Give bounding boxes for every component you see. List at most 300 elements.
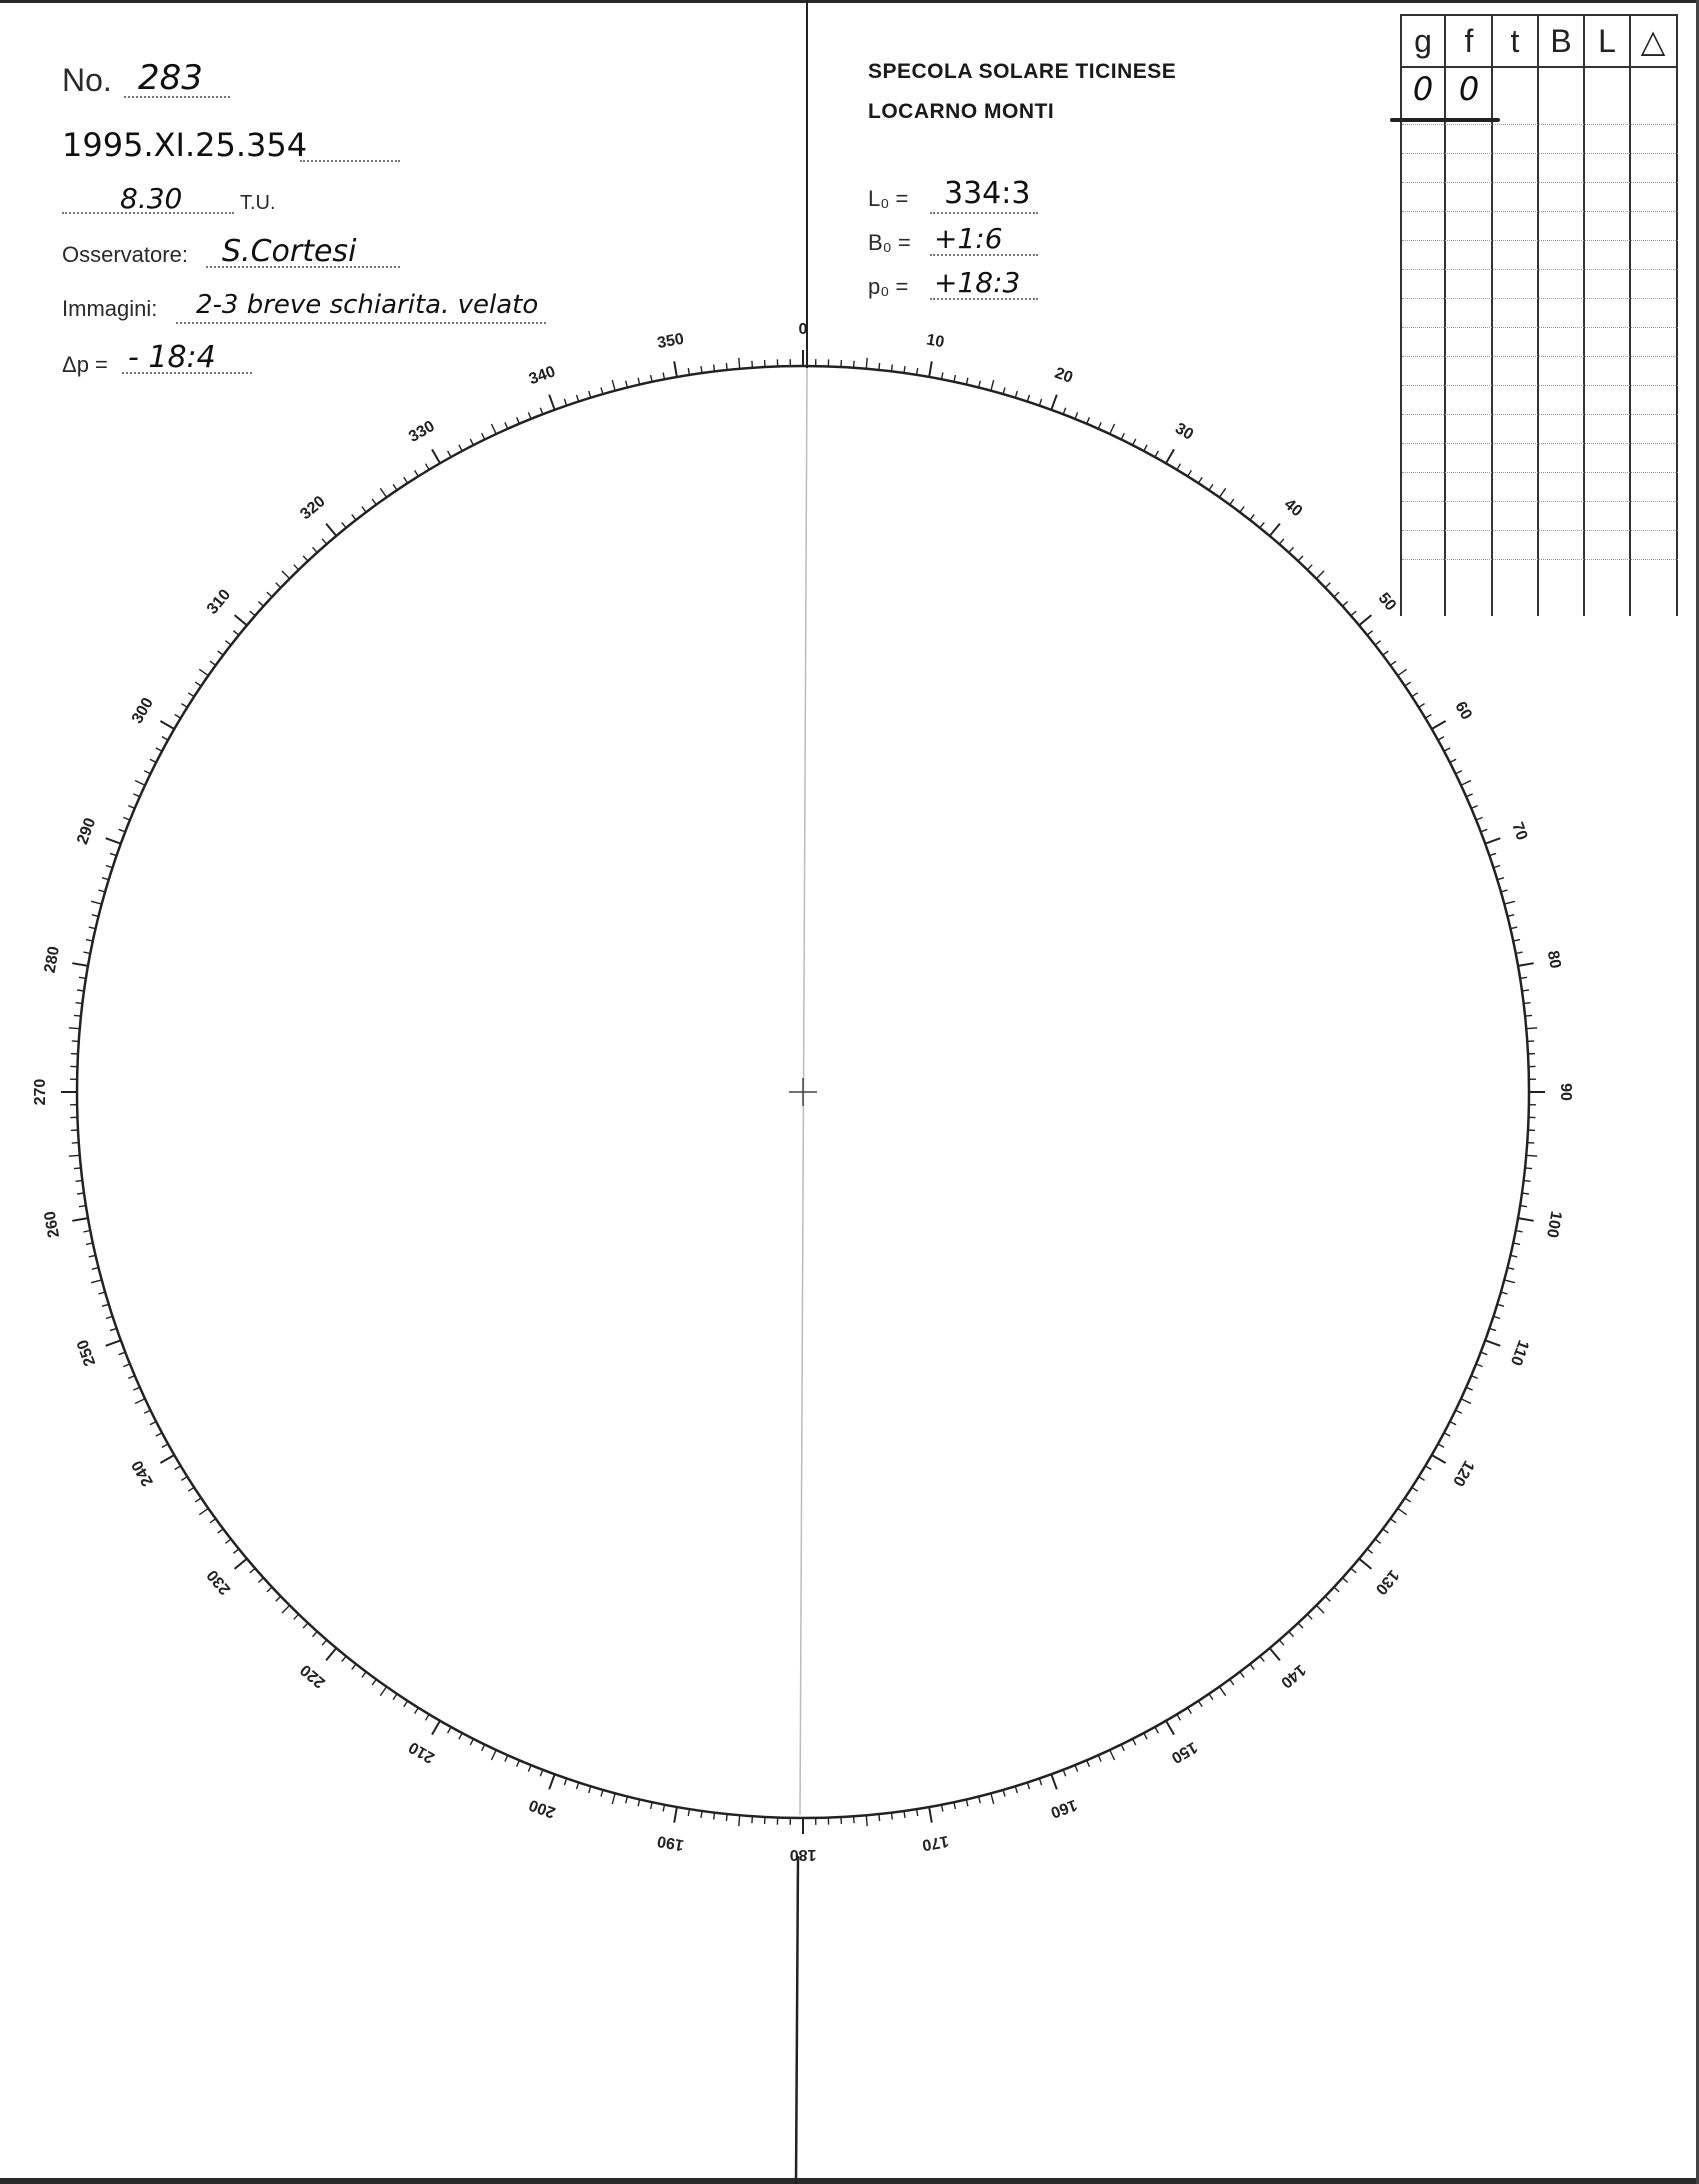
degree-tick: [1121, 433, 1124, 439]
degree-tick: [991, 1793, 994, 1804]
degree-label-280: 280: [41, 945, 64, 975]
degree-tick: [1087, 417, 1090, 423]
degree-tick: [188, 1487, 194, 1491]
degree-tick: [175, 1466, 181, 1470]
degree-tick: [549, 395, 555, 410]
degree-tick: [892, 1813, 893, 1820]
degree-tick: [1075, 1765, 1078, 1772]
degree-tick: [133, 794, 139, 797]
degree-tick: [69, 1028, 80, 1029]
degree-tick: [904, 1811, 905, 1818]
ephemeris-b0-label: B₀ =: [868, 230, 911, 255]
table-cell-g: 0: [1412, 70, 1434, 108]
degree-tick: [1240, 507, 1244, 513]
degree-tick: [1051, 1774, 1057, 1789]
degree-tick: [1412, 693, 1418, 697]
degree-tick: [470, 439, 473, 445]
degree-tick: [879, 363, 880, 370]
degree-tick: [459, 445, 462, 451]
degree-tick: [1438, 1444, 1444, 1447]
degree-tick: [77, 1193, 84, 1194]
degree-tick: [1481, 1352, 1488, 1355]
degree-tick: [854, 1816, 855, 1823]
degree-tick: [326, 1648, 336, 1660]
degree-tick: [123, 817, 129, 820]
degree-tick: [1501, 1292, 1508, 1294]
degree-tick: [866, 1815, 867, 1826]
degree-tick: [674, 1807, 677, 1823]
degree-tick: [1144, 445, 1147, 451]
degree-tick: [1110, 424, 1115, 434]
degree-tick: [303, 556, 308, 561]
degree-tick: [1390, 1519, 1396, 1523]
degree-label-310: 310: [203, 586, 235, 618]
degree-label-300: 300: [128, 695, 157, 727]
degree-label-150: 150: [1168, 1738, 1200, 1767]
degree-tick: [195, 1498, 201, 1502]
degree-tick: [1507, 915, 1514, 917]
degree-tick: [267, 592, 272, 597]
degree-tick: [1098, 1755, 1101, 1761]
degree-tick: [1133, 439, 1136, 445]
degree-tick: [1351, 611, 1356, 616]
degree-tick: [119, 829, 126, 832]
degree-tick: [1307, 1614, 1312, 1619]
degree-tick: [128, 806, 134, 809]
table-header-g: g: [1414, 23, 1432, 59]
degree-tick: [322, 1640, 327, 1645]
degree-tick: [1027, 395, 1029, 402]
table-header-l: L: [1598, 23, 1616, 59]
degree-tick: [1015, 391, 1017, 398]
degree-tick: [72, 1218, 88, 1221]
degree-tick: [1260, 1656, 1264, 1661]
ephemeris-l0-value: 334:3: [944, 176, 1031, 211]
degree-tick: [739, 1815, 740, 1826]
degree-tick: [77, 990, 84, 991]
degree-tick: [1250, 1664, 1254, 1670]
degree-tick: [1481, 829, 1488, 832]
institution-location: LOCARNO MONTI: [868, 100, 1055, 123]
degree-tick: [1209, 1694, 1213, 1700]
degree-tick: [752, 361, 753, 368]
degree-tick: [1456, 1410, 1462, 1413]
degree-tick: [352, 1664, 356, 1670]
degree-tick: [1343, 602, 1348, 607]
degree-tick: [218, 1529, 224, 1533]
degree-tick: [492, 1750, 497, 1760]
degree-tick: [1444, 748, 1450, 751]
degree-tick: [638, 1799, 640, 1806]
time-suffix: T.U.: [240, 192, 276, 214]
degree-tick: [432, 1721, 440, 1735]
degree-tick: [1166, 1721, 1174, 1735]
degree-tick: [313, 1632, 318, 1637]
degree-tick: [1144, 1733, 1147, 1739]
degree-tick: [282, 571, 290, 579]
degree-tick: [505, 1755, 508, 1761]
degree-tick: [1476, 1364, 1483, 1367]
degree-tick: [1504, 901, 1515, 904]
observer-label: Osservatore:: [62, 242, 188, 267]
degree-tick: [663, 373, 664, 380]
degree-tick: [110, 1328, 117, 1330]
degree-tick: [601, 387, 603, 394]
degree-tick: [225, 641, 231, 645]
degree-tick: [76, 1003, 83, 1004]
degree-tick: [235, 1559, 247, 1569]
degree-tick: [1325, 1596, 1330, 1601]
degree-tick: [528, 1765, 531, 1772]
degree-tick: [482, 1745, 485, 1751]
degree-tick: [714, 365, 715, 372]
degree-tick: [91, 901, 102, 904]
degree-tick: [1450, 759, 1456, 762]
degree-tick: [89, 1255, 96, 1257]
degree-label-140: 140: [1277, 1660, 1309, 1692]
center-cross: [789, 1078, 817, 1106]
degree-tick: [1316, 571, 1324, 579]
degree-tick: [1359, 1559, 1371, 1569]
degree-tick: [1133, 1739, 1136, 1745]
degree-label-190: 190: [656, 1831, 686, 1854]
degree-tick: [1524, 1003, 1531, 1004]
degree-tick: [1063, 408, 1066, 415]
degree-tick: [313, 547, 318, 552]
degree-tick: [1444, 1433, 1450, 1436]
degree-tick: [303, 1623, 308, 1628]
degree-label-80: 80: [1543, 949, 1564, 970]
degree-tick: [904, 366, 905, 373]
degree-label-110: 110: [1506, 1337, 1532, 1368]
degree-tick: [250, 611, 255, 616]
degree-tick: [1155, 451, 1158, 457]
degree-tick: [1375, 1539, 1381, 1543]
degree-tick: [492, 424, 497, 434]
degree-tick: [942, 373, 943, 380]
degree-tick: [98, 1292, 105, 1294]
degree-tick: [393, 1694, 397, 1700]
degree-tick: [979, 381, 981, 388]
degree-tick: [322, 539, 327, 544]
degree-tick: [380, 1687, 386, 1696]
degree-tick: [1405, 682, 1411, 686]
no-label: No.: [62, 62, 112, 98]
degree-tick: [1075, 412, 1078, 419]
table-header-delta: △: [1640, 23, 1666, 59]
degree-tick: [380, 488, 386, 497]
degree-tick: [106, 866, 113, 868]
degree-label-10: 10: [925, 331, 946, 352]
degree-tick: [1230, 499, 1234, 505]
degree-tick: [128, 1376, 134, 1379]
degree-tick: [470, 1739, 473, 1745]
degree-tick: [1398, 1508, 1407, 1514]
degree-tick: [102, 878, 109, 880]
degree-tick: [1325, 583, 1330, 588]
degree-tick: [726, 363, 727, 370]
delta-p-label: Δp =: [62, 352, 108, 377]
degree-tick: [352, 514, 356, 520]
degree-label-60: 60: [1451, 698, 1475, 723]
degree-tick: [674, 361, 677, 377]
table-header-t: t: [1510, 23, 1520, 59]
ephemeris-l0-label: L₀ =: [868, 186, 909, 211]
degree-label-180: 180: [789, 1845, 817, 1863]
degree-tick: [110, 853, 117, 855]
ephemeris-p0-value: +18:3: [934, 266, 1021, 299]
degree-tick: [1307, 565, 1312, 570]
degree-tick: [929, 1807, 932, 1823]
degree-tick: [1383, 1529, 1389, 1533]
images-label: Immagini:: [62, 296, 158, 321]
degree-tick: [528, 412, 531, 419]
degree-tick: [1098, 422, 1101, 428]
degree-tick: [1456, 771, 1462, 774]
degree-label-270: 270: [32, 1078, 50, 1106]
degree-tick: [701, 1811, 702, 1818]
degree-label-0: 0: [798, 321, 808, 339]
degree-tick: [589, 1786, 591, 1793]
degree-tick: [1177, 464, 1181, 470]
degree-tick: [577, 1783, 579, 1790]
degree-tick: [1279, 1640, 1284, 1645]
degree-tick: [1450, 1422, 1456, 1425]
degree-tick: [866, 358, 867, 369]
degree-tick: [150, 1422, 156, 1425]
degree-tick: [714, 1813, 715, 1820]
degree-tick: [1003, 1790, 1005, 1797]
degree-tick: [92, 1268, 99, 1270]
degree-tick: [1518, 963, 1534, 966]
degree-tick: [1438, 737, 1444, 740]
degree-tick: [1230, 1679, 1234, 1685]
degree-tick: [1510, 927, 1517, 929]
degree-tick: [991, 380, 994, 391]
degree-label-220: 220: [297, 1660, 329, 1692]
degree-tick: [1504, 1280, 1515, 1283]
degree-tick: [1516, 1231, 1523, 1232]
degree-tick: [966, 378, 968, 385]
delta-p-value: - 18:4: [128, 340, 216, 375]
degree-tick: [1405, 1498, 1411, 1502]
degree-tick: [942, 1805, 943, 1812]
degree-tick: [626, 1796, 628, 1803]
degree-tick: [505, 422, 508, 428]
degree-tick: [195, 682, 201, 686]
degree-tick: [1466, 1387, 1472, 1390]
degree-tick: [540, 408, 543, 415]
degree-tick: [342, 1656, 346, 1661]
degree-tick: [739, 358, 740, 369]
degree-tick: [342, 522, 346, 527]
bottom-divider-line: [796, 1856, 798, 2184]
degree-tick: [156, 748, 162, 751]
degree-tick: [144, 771, 150, 774]
degree-tick: [589, 391, 591, 398]
degree-tick: [1334, 592, 1339, 597]
degree-tick: [233, 1549, 238, 1553]
degree-tick: [258, 602, 263, 607]
degree-tick: [1279, 539, 1284, 544]
degree-tick: [235, 615, 247, 625]
degree-tick: [612, 1793, 615, 1804]
table-header-f: f: [1464, 23, 1474, 59]
degree-tick: [98, 890, 105, 892]
degree-label-290: 290: [74, 815, 100, 847]
degree-tick: [91, 1280, 102, 1283]
degree-tick: [1121, 1745, 1124, 1751]
degree-tick: [162, 737, 168, 740]
degree-tick: [1209, 484, 1213, 490]
degree-tick: [160, 721, 174, 729]
degree-tick: [549, 1774, 555, 1789]
time-value: 8.30: [120, 182, 183, 215]
degree-tick: [106, 838, 121, 844]
observer-value: S.Cortesi: [222, 234, 357, 269]
degree-tick: [1343, 1578, 1348, 1583]
degree-label-100: 100: [1542, 1209, 1565, 1239]
degree-tick: [294, 565, 299, 570]
degree-tick: [1425, 715, 1431, 719]
degree-tick: [1525, 1015, 1532, 1016]
degree-tick: [1198, 1701, 1202, 1707]
degree-tick: [1015, 1786, 1017, 1793]
degree-label-50: 50: [1374, 589, 1400, 615]
degree-tick: [1240, 1672, 1244, 1678]
degree-tick: [517, 417, 520, 423]
ephemeris-b0-value: +1:6: [934, 222, 1003, 255]
degree-tick: [1351, 1568, 1356, 1573]
degree-tick: [1489, 853, 1496, 855]
degree-label-240: 240: [128, 1457, 157, 1489]
degree-tick: [276, 1596, 281, 1601]
institution-name: SPECOLA SOLARE TICINESE: [868, 60, 1177, 83]
degree-label-230: 230: [203, 1566, 235, 1598]
degree-tick: [1494, 866, 1501, 868]
degree-label-210: 210: [406, 1738, 438, 1767]
degree-tick: [225, 1539, 231, 1543]
degree-tick: [1524, 1181, 1531, 1182]
degree-tick: [123, 1364, 129, 1367]
table-header-b: B: [1550, 23, 1572, 59]
degree-tick: [1298, 1623, 1303, 1628]
degree-tick: [72, 1143, 79, 1144]
degree-tick: [133, 1387, 139, 1390]
degree-tick: [404, 1701, 408, 1707]
degree-tick: [1527, 1143, 1534, 1144]
degree-tick: [1412, 1487, 1418, 1491]
degree-tick: [404, 477, 408, 483]
degree-tick: [72, 963, 88, 966]
degree-tick: [1390, 661, 1396, 665]
degree-tick: [726, 1814, 727, 1821]
degree-label-120: 120: [1449, 1457, 1478, 1489]
degree-tick: [1334, 1587, 1339, 1592]
degree-tick: [1461, 781, 1471, 786]
degree-tick: [106, 1316, 113, 1318]
degree-tick: [1188, 470, 1192, 476]
degree-tick: [362, 1672, 366, 1678]
degree-tick: [426, 464, 430, 470]
degree-tick: [1316, 1605, 1324, 1613]
degree-tick: [92, 915, 99, 917]
degree-label-130: 130: [1371, 1566, 1403, 1598]
degree-tick: [1051, 395, 1057, 410]
degree-tick: [1188, 1708, 1192, 1714]
degree-tick: [276, 583, 281, 588]
degree-tick: [1177, 1714, 1181, 1720]
degree-tick: [1489, 1328, 1496, 1330]
degree-tick: [1522, 990, 1529, 991]
degree-tick: [1398, 669, 1407, 675]
degree-tick: [199, 1508, 208, 1514]
degree-tick: [1432, 721, 1446, 729]
degree-tick: [1367, 631, 1372, 635]
degree-tick: [135, 1399, 145, 1404]
degree-tick: [1027, 1783, 1029, 1790]
degree-tick: [1471, 1376, 1477, 1379]
degree-tick: [1260, 522, 1264, 527]
degree-tick: [294, 1614, 299, 1619]
degree-tick: [1525, 1168, 1532, 1169]
degree-label-30: 30: [1172, 420, 1197, 444]
degree-tick: [1250, 514, 1254, 520]
degree-label-40: 40: [1280, 495, 1306, 521]
degree-tick: [1485, 1340, 1500, 1346]
degree-tick: [1298, 556, 1303, 561]
degree-tick: [1375, 641, 1381, 645]
degree-tick: [84, 952, 91, 953]
degree-tick: [181, 704, 187, 708]
images-value: 2-3 breve schiarita. velato: [196, 290, 539, 320]
degree-tick: [1419, 704, 1425, 708]
degree-tick: [1003, 387, 1005, 394]
degree-tick: [577, 395, 579, 402]
degree-tick: [1432, 1455, 1446, 1463]
degree-tick: [448, 1727, 451, 1733]
degree-tick: [701, 366, 702, 373]
degree-tick: [150, 759, 156, 762]
degree-tick: [1039, 399, 1041, 406]
degree-label-90: 90: [1556, 1083, 1574, 1101]
degree-tick: [1501, 890, 1508, 892]
degree-tick: [1471, 806, 1477, 809]
degree-tick: [144, 1410, 150, 1413]
degree-label-200: 200: [526, 1795, 558, 1821]
table-cell-f: 0: [1458, 70, 1480, 108]
degree-tick: [1476, 817, 1483, 820]
degree-tick: [218, 651, 224, 655]
degree-tick: [162, 1444, 168, 1447]
degree-label-170: 170: [920, 1831, 950, 1854]
degree-tick: [1198, 477, 1202, 483]
degree-tick: [1039, 1778, 1041, 1785]
degree-tick: [1270, 1648, 1280, 1660]
degree-tick: [432, 449, 440, 463]
degree-tick: [102, 1304, 109, 1306]
degree-tick: [459, 1733, 462, 1739]
degree-tick: [448, 451, 451, 457]
degree-tick: [84, 1231, 91, 1232]
degree-label-20: 20: [1052, 364, 1075, 387]
degree-label-250: 250: [74, 1337, 100, 1369]
ephemeris-p0-label: p₀ =: [868, 274, 909, 299]
degree-tick: [326, 524, 336, 536]
degree-tick: [1461, 1399, 1471, 1404]
degree-tick: [69, 1155, 80, 1156]
degree-tick: [74, 1015, 81, 1016]
